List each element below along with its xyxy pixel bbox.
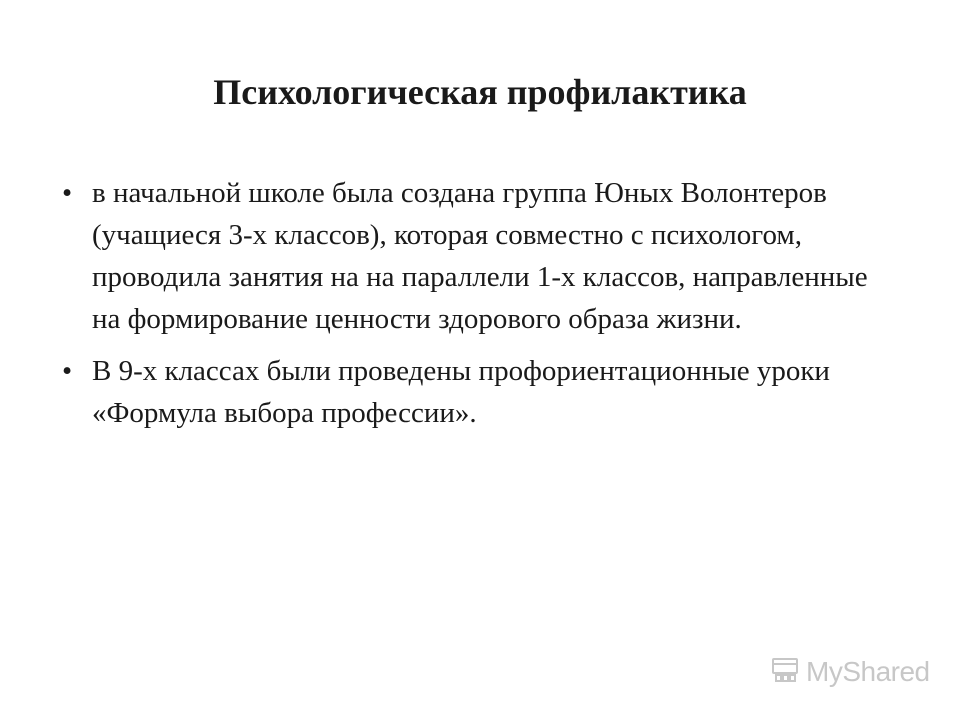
- bullet-marker: •: [62, 355, 73, 387]
- classroom-icon: [770, 655, 800, 690]
- watermark-brand: MyShared: [806, 656, 930, 687]
- bullet-list: [62, 172, 902, 444]
- bullet-text: в начальной школе была создана группа Юных Волонтеров (учащиеся 3-х классов), которая совместно с психологом, проводила занятия на на параллели 1-х классов, направленные на формирование ценности здорового образа жизни.: [92, 177, 868, 335]
- bullet-marker: •: [62, 177, 73, 209]
- bullet-item: [62, 172, 902, 340]
- bullet-text: В 9-х классах были проведены профориентационные уроки «Формула выбора профессии».: [92, 355, 830, 429]
- slide-title: Психологическая профилактика: [213, 72, 747, 112]
- bullet-item: [62, 350, 902, 434]
- watermark: [770, 652, 930, 692]
